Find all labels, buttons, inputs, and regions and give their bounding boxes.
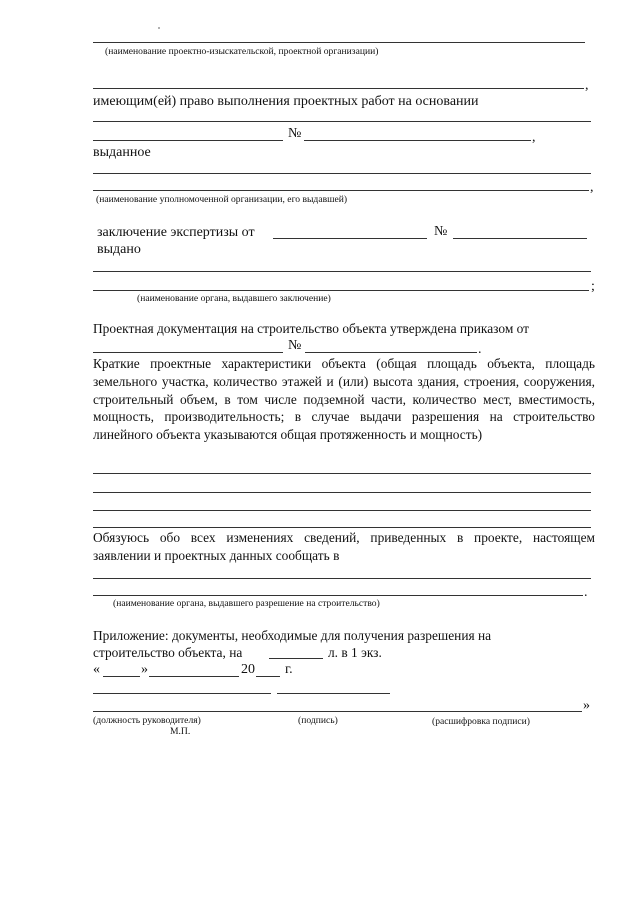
- expertise-number-sign: №: [434, 224, 448, 239]
- position-caption: (должность руководителя): [93, 715, 201, 726]
- approval-period: .: [478, 342, 482, 357]
- characteristics-line-2: [93, 492, 591, 493]
- date-year-suffix: г.: [285, 662, 293, 677]
- org-name-line: [93, 42, 585, 43]
- signature-caption: (подпись): [298, 715, 338, 726]
- obligation-paragraph: Обязуюсь обо всех изменениях сведений, приведенных в проекте, настоящем заявлении и проектных данных сообщать в: [93, 530, 595, 563]
- date-close-quote: »: [141, 662, 148, 677]
- org-name-caption: (наименование проектно-изыскательской, проектной организации): [105, 46, 379, 57]
- auth-org-comma: ,: [590, 180, 594, 195]
- position-line-2: [277, 693, 390, 694]
- basis-number-line: [304, 140, 531, 141]
- signature-closing-quote: »: [583, 698, 590, 713]
- obligation-period: .: [584, 585, 588, 600]
- approval-number-line: [305, 352, 477, 353]
- expertise-body-caption: (наименование органа, выдавшего заключение): [137, 293, 331, 304]
- date-month-line: [149, 676, 239, 677]
- expertise-semicolon: ;: [591, 279, 595, 294]
- obligation-line-2: [93, 595, 583, 596]
- expertise-number-line: [453, 238, 587, 239]
- date-day-line: [103, 676, 140, 677]
- signature-line: [93, 711, 582, 712]
- date-year-line: [256, 676, 280, 677]
- attachment-line-2-start: строительство объекта, на: [93, 645, 243, 660]
- expertise-body-line-2: [93, 290, 589, 291]
- approval-label: Проектная документация на строительство объекта утверждена приказом от: [93, 321, 530, 336]
- auth-org-line-2: [93, 190, 589, 191]
- basis-comma: ,: [532, 130, 536, 145]
- basis-number-sign: №: [288, 126, 302, 141]
- position-line-1: [93, 693, 271, 694]
- characteristics-line-1: [93, 473, 591, 474]
- expertise-body-line-1: [93, 271, 591, 272]
- auth-org-caption: (наименование уполномоченной организации, его выдавшей): [96, 194, 348, 205]
- attachment-line-2-end: л. в 1 экз.: [328, 645, 382, 660]
- expertise-issued-label: выдано: [97, 242, 141, 257]
- approval-number-sign: №: [288, 338, 302, 353]
- basis-line: [93, 121, 591, 122]
- expertise-date-line: [273, 238, 427, 239]
- permit-body-caption: (наименование органа, выдавшего разрешение на строительство): [113, 598, 380, 609]
- rights-label: имеющим(ей) право выполнения проектных работ на основании: [93, 94, 479, 109]
- approval-date-line: [93, 352, 283, 353]
- decoding-caption: (расшифровка подписи): [432, 716, 530, 727]
- auth-org-line-1: [93, 173, 591, 174]
- characteristics-paragraph: Краткие проектные характеристики объекта (общая площадь объекта, площадь земельного участка, количество этажей и (или) высота здания, строения, сооружения, строительный объем, в том числе подземной части, количество мест, вместимость, мощность, производительность; в случае выдачи разрешения на строительство линейного объекта указываются общая протяженность и мощность): [93, 356, 595, 443]
- date-open-quote: «: [93, 662, 100, 677]
- stamp-label: М.П.: [170, 726, 191, 737]
- date-year-prefix: 20: [241, 662, 255, 677]
- obligation-line-1: [93, 578, 591, 579]
- issued-label: выданное: [93, 145, 151, 160]
- org-comma: ,: [585, 78, 589, 93]
- characteristics-line-3: [93, 510, 591, 511]
- basis-document-line: [93, 140, 283, 141]
- scan-speck: [158, 27, 160, 29]
- expertise-label: заключение экспертизы от: [97, 225, 255, 240]
- attachment-sheets-line: [269, 658, 323, 659]
- org-name-line-2: [93, 88, 584, 89]
- attachment-line-1: Приложение: документы, необходимые для получения разрешения на: [93, 628, 492, 643]
- characteristics-line-4: [93, 527, 591, 528]
